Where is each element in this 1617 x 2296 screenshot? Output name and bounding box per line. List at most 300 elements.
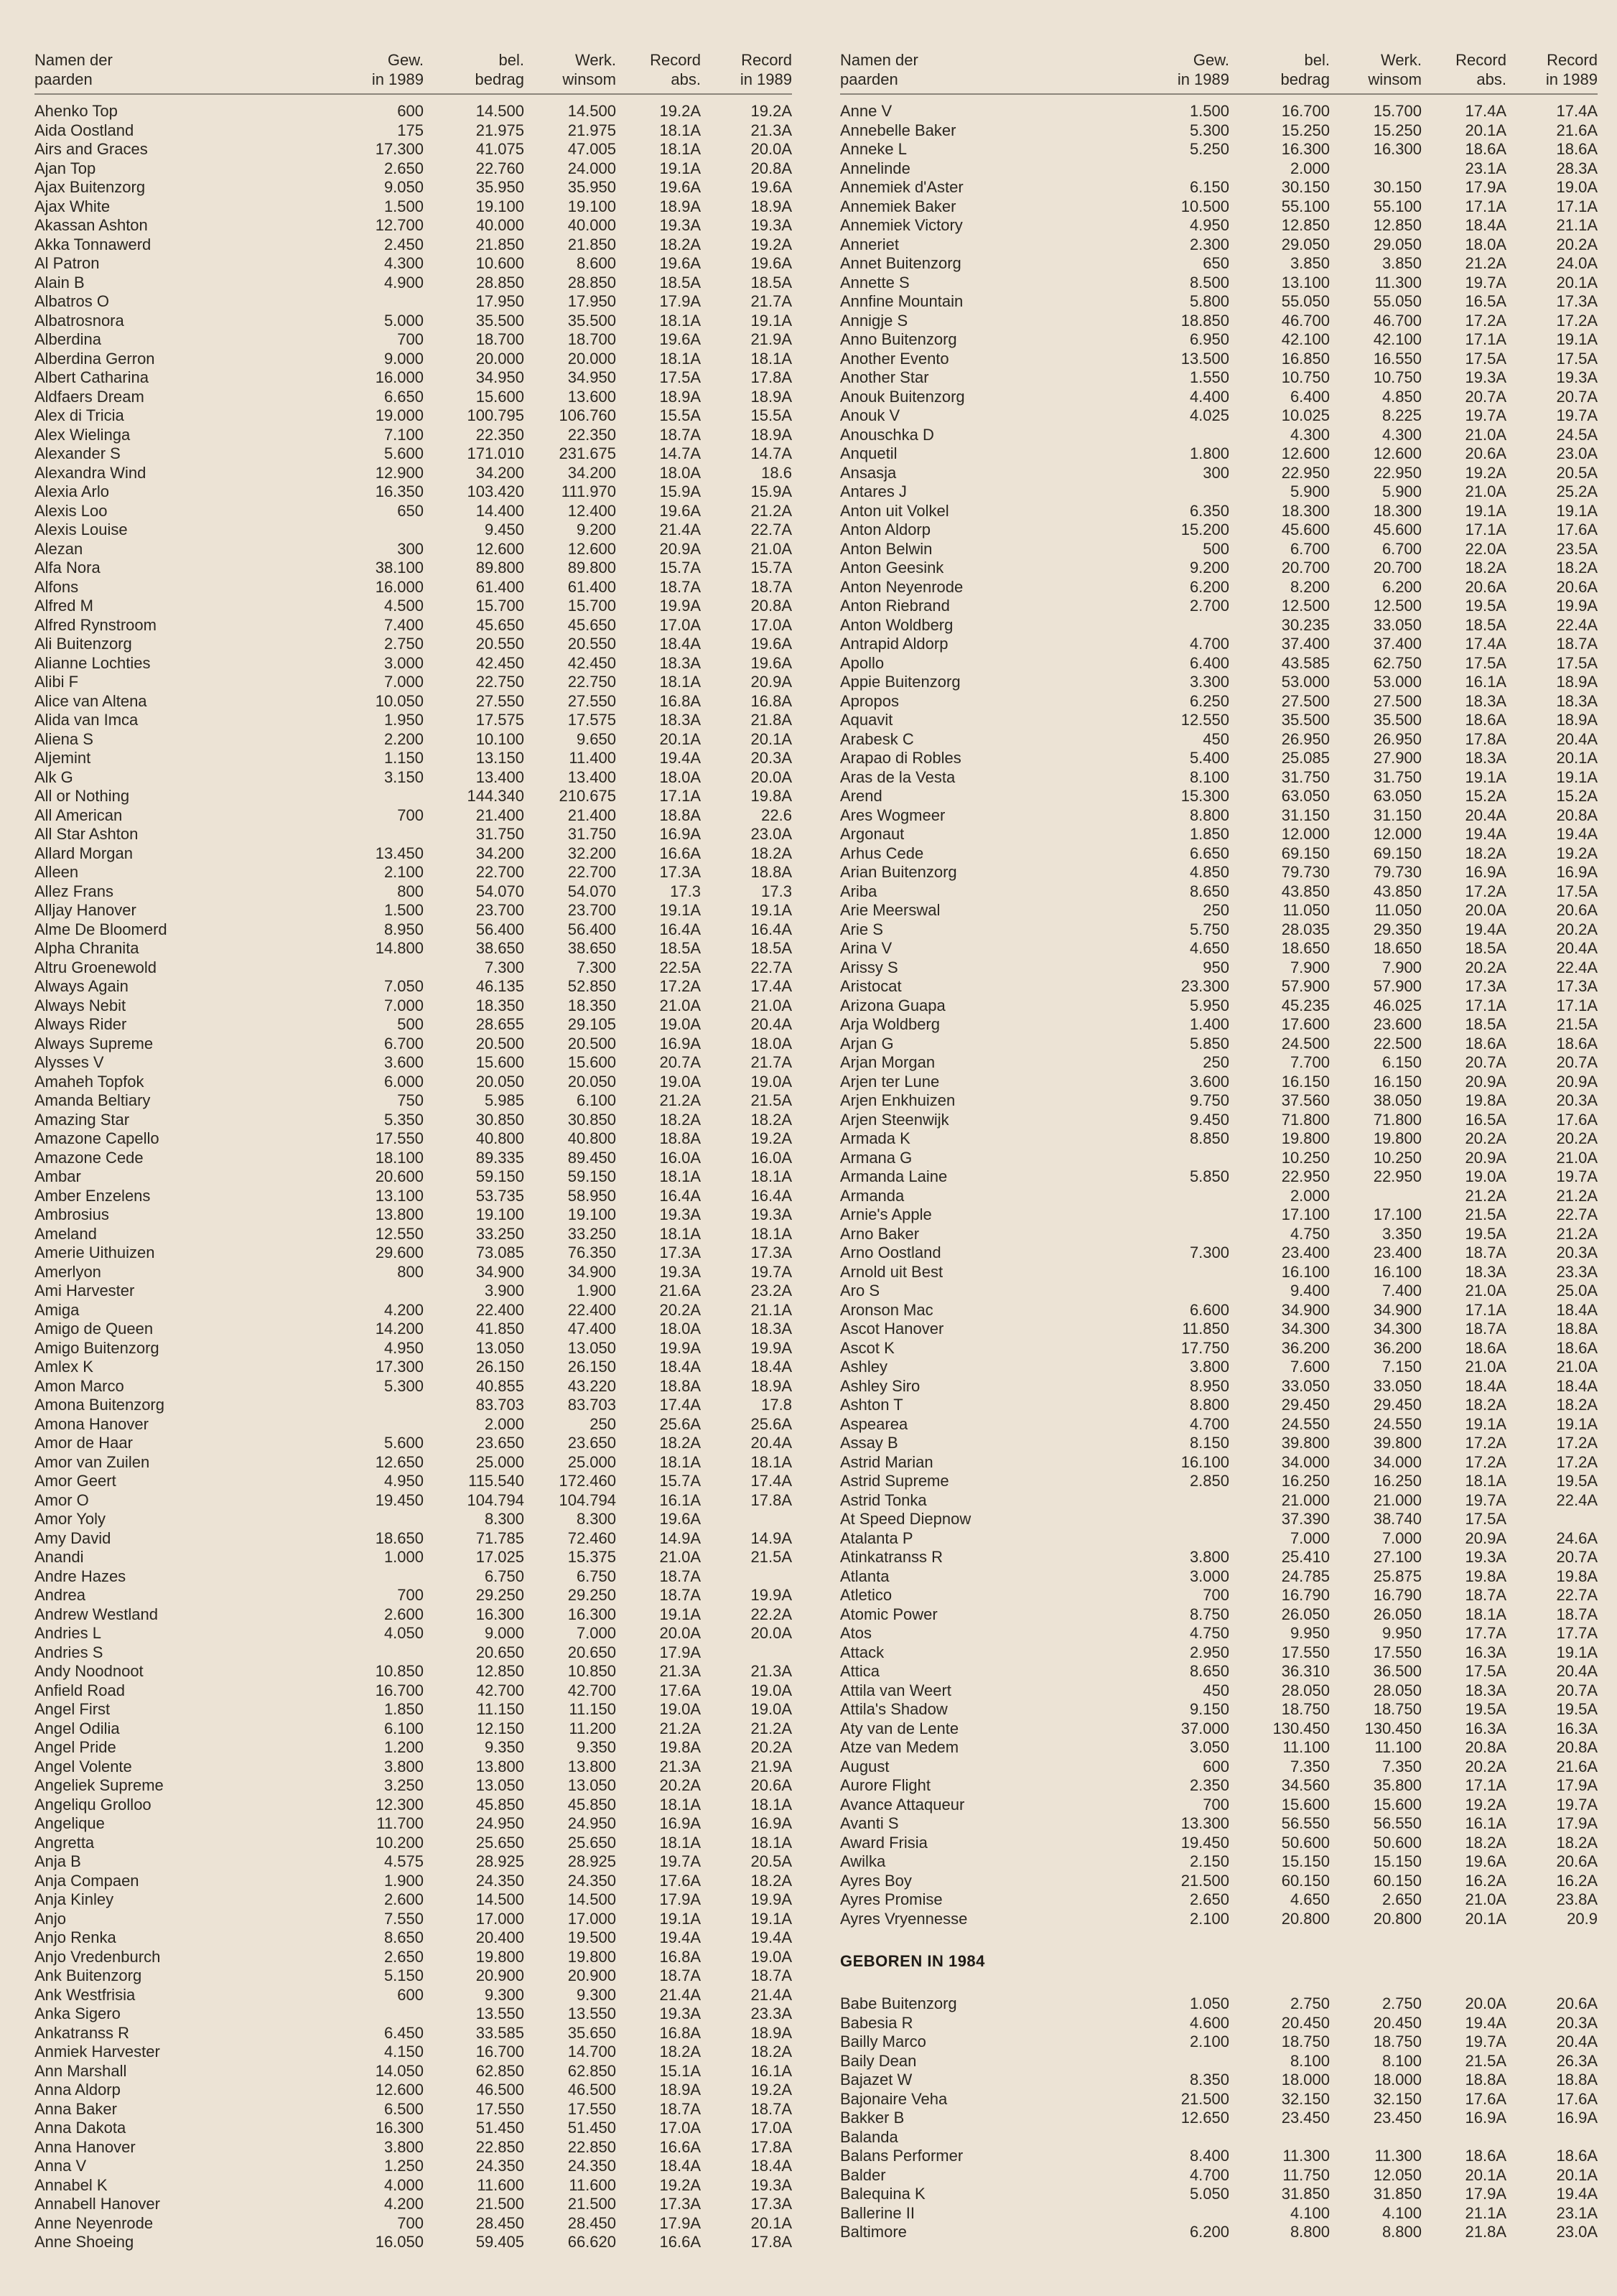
werk-value xyxy=(1330,159,1422,179)
table-row xyxy=(840,825,1598,844)
werk-value: 20.650 xyxy=(567,1643,616,1661)
table-row xyxy=(840,2223,1598,2242)
record-abs-value: 18.6A xyxy=(1465,2147,1506,2165)
werk-value: 69.150 xyxy=(1373,844,1422,862)
table-row xyxy=(34,1035,792,1054)
bel-value: 36.310 xyxy=(1281,1662,1330,1680)
bel-value: 14.500 xyxy=(475,1890,524,1908)
record-abs-value: 19.0A xyxy=(659,1700,701,1718)
gew-value: 1.500 xyxy=(383,901,424,919)
record-1989-value: 17.6A xyxy=(1556,521,1598,538)
horse-name: Annemiek Baker xyxy=(840,197,956,215)
werk-value: 12.050 xyxy=(1373,2165,1422,2184)
record-abs-value: 22.0A xyxy=(1465,539,1506,558)
bel-value: 22.750 xyxy=(475,673,524,691)
record-abs-value: 20.9A xyxy=(659,539,701,558)
header-record-1989-text: Record in 1989 xyxy=(740,51,792,88)
werk-value: 19.800 xyxy=(567,1947,616,1966)
gew-value: 8.400 xyxy=(1189,2147,1229,2165)
gew-value: 8.500 xyxy=(1189,273,1229,291)
werk-value: 17.950 xyxy=(567,292,616,310)
gew-value: 9.450 xyxy=(1189,1110,1229,1129)
werk-value: 46.025 xyxy=(1373,996,1422,1014)
record-abs-value: 18.7A xyxy=(659,577,701,596)
bel-value: 12.600 xyxy=(475,539,524,558)
table-row xyxy=(34,1225,792,1244)
horse-name: Alpha Chranita xyxy=(34,939,139,957)
horse-name: Ajax Buitenzorg xyxy=(34,178,146,196)
record-1989-value: 19.7A xyxy=(750,1262,792,1281)
record-1989-value: 22.7A xyxy=(1556,1205,1598,1223)
record-1989-value: 22.4A xyxy=(1556,1490,1598,1509)
record-1989-value: 19.4A xyxy=(1556,825,1598,843)
table-row xyxy=(34,444,792,464)
horse-name: Aro S xyxy=(840,1282,880,1299)
record-1989-value: 17.8A xyxy=(750,2233,792,2251)
record-abs-value: 17.6A xyxy=(659,1681,701,1699)
bel-value: 56.550 xyxy=(1281,1814,1330,1832)
table-row xyxy=(34,1928,792,1948)
bel-value: 15.250 xyxy=(1281,121,1330,139)
gew-value: 6.000 xyxy=(383,1072,424,1091)
header-werk-text: Werk. winsom xyxy=(1368,51,1422,88)
record-abs-value: 21.6A xyxy=(659,1282,701,1299)
bel-value: 39.800 xyxy=(1281,1434,1330,1452)
bel-value: 17.100 xyxy=(1281,1205,1330,1223)
bel-value: 30.850 xyxy=(475,1110,524,1129)
gew-value: 13.450 xyxy=(375,844,424,862)
record-abs-value: 17.6A xyxy=(659,1871,701,1890)
table-row xyxy=(34,2176,792,2195)
bel-value: 59.150 xyxy=(475,1167,524,1185)
werk-value: 106.760 xyxy=(559,406,616,424)
horse-name: Atinkatranss R xyxy=(840,1548,943,1566)
horse-name: Amor Geert xyxy=(34,1472,116,1490)
record-abs-value: 19.9A xyxy=(659,1338,701,1357)
record-1989-value: 22.7A xyxy=(1556,1586,1598,1604)
bel-value: 7.350 xyxy=(1290,1757,1330,1775)
table-row xyxy=(840,711,1598,730)
gew-value: 9.150 xyxy=(1189,1700,1229,1718)
gew-value: 1.800 xyxy=(1189,444,1229,462)
gew-value: 4.600 xyxy=(1189,2013,1229,2032)
werk-value: 31.750 xyxy=(567,825,616,843)
gew-value: 5.300 xyxy=(383,1376,424,1395)
werk-value: 13.550 xyxy=(567,2005,616,2022)
record-1989-value: 20.8A xyxy=(750,597,792,615)
bel-value: 4.300 xyxy=(1290,425,1330,444)
bel-value: 12.850 xyxy=(475,1662,524,1680)
werk-value: 27.100 xyxy=(1373,1548,1422,1566)
bel-value: 71.785 xyxy=(475,1529,524,1547)
horse-name: Amber Enzelens xyxy=(34,1186,151,1205)
horse-name: Annfine Mountain xyxy=(840,292,964,310)
record-1989-value: 26.3A xyxy=(1556,2051,1598,2070)
record-1989-value: 20.1A xyxy=(750,729,792,748)
table-row xyxy=(34,1263,792,1282)
horse-name: Arissy S xyxy=(840,958,898,976)
horse-name: Amigo Buitenzorg xyxy=(34,1338,159,1357)
werk-value: 10.850 xyxy=(567,1662,616,1680)
werk-value: 13.050 xyxy=(567,1776,616,1794)
record-abs-value: 21.3A xyxy=(659,1757,701,1775)
record-1989-value: 19.8A xyxy=(750,787,792,805)
horse-name: Ayres Vryennesse xyxy=(840,1909,968,1928)
bel-value: 20.050 xyxy=(475,1072,524,1091)
bel-value: 71.800 xyxy=(1281,1110,1330,1129)
horse-name: Arizona Guapa xyxy=(840,996,946,1014)
record-abs-value: 20.2A xyxy=(659,1300,701,1319)
horse-name: Amanda Beltiary xyxy=(34,1091,151,1109)
bel-value: 23.700 xyxy=(475,901,524,919)
record-1989-value: 19.8A xyxy=(1556,1567,1598,1585)
record-1989-value: 21.1A xyxy=(750,1300,792,1319)
gew-value: 6.700 xyxy=(383,1034,424,1053)
gew-value: 12.550 xyxy=(1180,711,1229,729)
werk-value: 17.575 xyxy=(567,711,616,729)
gew-value: 12.550 xyxy=(375,1224,424,1243)
werk-value: 16.550 xyxy=(1373,349,1422,368)
bel-value: 35.500 xyxy=(1281,711,1330,729)
gew-value: 500 xyxy=(1203,539,1229,558)
werk-value: 7.350 xyxy=(1381,1757,1422,1775)
werk-value: 17.550 xyxy=(567,2099,616,2118)
bel-value: 54.070 xyxy=(475,882,524,900)
record-abs-value: 20.2A xyxy=(1465,1129,1506,1147)
record-1989-value: 19.7A xyxy=(1556,1167,1598,1185)
header-record-abs-text: Record abs. xyxy=(1455,51,1506,88)
table-row xyxy=(34,1434,792,1453)
gew-value: 18.650 xyxy=(375,1529,424,1547)
record-abs-value: 18.2A xyxy=(659,2043,701,2061)
bel-value: 12.000 xyxy=(1281,825,1330,843)
horse-name: Atalanta P xyxy=(840,1529,913,1547)
bel-value: 12.850 xyxy=(1281,216,1330,234)
werk-value: 45.650 xyxy=(567,615,616,634)
table-row xyxy=(840,94,1598,121)
werk-value: 52.850 xyxy=(567,977,616,995)
horse-name: Anmiek Harvester xyxy=(34,2043,160,2061)
bel-value: 13.150 xyxy=(475,749,524,767)
gew-value xyxy=(322,1396,424,1415)
record-abs-value: 19.4A xyxy=(1465,825,1506,843)
table-row xyxy=(34,1339,792,1358)
horse-name: Armana G xyxy=(840,1148,913,1167)
table-row xyxy=(34,464,792,483)
werk-value: 9.300 xyxy=(576,1985,616,2004)
horse-name: Andries L xyxy=(34,1624,101,1642)
bel-value: 20.900 xyxy=(475,1966,524,1984)
record-abs-value: 19.1A xyxy=(1465,767,1506,786)
record-abs-value: 17.5A xyxy=(1465,1510,1506,1528)
table-row xyxy=(840,1091,1598,1111)
horse-name: Appie Buitenzorg xyxy=(840,673,961,691)
horse-name: Albatrosnora xyxy=(34,311,124,330)
werk-value: 45.600 xyxy=(1373,521,1422,538)
horse-name: Ali Buitenzorg xyxy=(34,635,132,653)
header-werk-text: Werk. winsom xyxy=(562,51,616,88)
horse-name: Andy Noodnoot xyxy=(34,1662,144,1680)
record-1989-value: 18.4A xyxy=(1556,1300,1598,1319)
table-row xyxy=(840,749,1598,768)
werk-value: 33.250 xyxy=(567,1224,616,1243)
horse-name: Anton Woldberg xyxy=(840,615,954,634)
werk-value: 62.850 xyxy=(567,2061,616,2080)
horse-name: Ajax White xyxy=(34,197,111,215)
table-row xyxy=(840,464,1598,483)
record-1989-value: 19.1A xyxy=(750,1909,792,1928)
werk-value: 23.400 xyxy=(1373,1243,1422,1261)
gew-value: 7.000 xyxy=(383,996,424,1014)
werk-value: 24.350 xyxy=(567,1871,616,1890)
bel-value: 17.000 xyxy=(475,1909,524,1928)
werk-value: 22.400 xyxy=(567,1300,616,1319)
werk-value: 9.650 xyxy=(576,729,616,748)
record-abs-value: 17.3A xyxy=(659,2195,701,2213)
record-1989-value: 21.9A xyxy=(750,1757,792,1775)
record-1989-value: 20.3A xyxy=(750,749,792,767)
record-abs-value: 18.1A xyxy=(659,1224,701,1243)
table-row xyxy=(840,1129,1598,1149)
horse-name: Annigje S xyxy=(840,311,908,330)
gew-value xyxy=(322,1643,424,1663)
werk-value: 35.500 xyxy=(567,311,616,330)
bel-value: 60.150 xyxy=(1281,1871,1330,1890)
horse-name: Ajan Top xyxy=(34,159,96,177)
table-row xyxy=(34,1852,792,1872)
horse-name: Anton Geesink xyxy=(840,559,944,577)
record-abs-value: 18.4A xyxy=(659,2157,701,2175)
record-abs-value: 18.1A xyxy=(659,1833,701,1852)
werk-value: 20.800 xyxy=(1373,1909,1422,1928)
record-abs-value: 19.8A xyxy=(659,1738,701,1756)
gew-value: 700 xyxy=(397,806,424,824)
bel-value: 19.800 xyxy=(1281,1129,1330,1147)
record-1989-value: 17.8A xyxy=(750,1490,792,1509)
gew-value: 5.950 xyxy=(1189,996,1229,1014)
table-row xyxy=(840,768,1598,788)
bel-value: 89.800 xyxy=(475,559,524,577)
record-1989-value: 19.6A xyxy=(750,653,792,672)
record-1989-value: 21.0A xyxy=(1556,1148,1598,1167)
record-abs-value: 19.1A xyxy=(659,159,701,177)
horse-name: Anquetil xyxy=(840,444,898,462)
record-abs-value: 18.6A xyxy=(1465,1034,1506,1053)
table-row xyxy=(34,1243,792,1263)
gew-value xyxy=(1127,2052,1229,2071)
record-abs-value: 18.6A xyxy=(1465,1338,1506,1357)
table-row xyxy=(34,2138,792,2157)
table-row xyxy=(34,274,792,293)
horse-name: Arie Meerswal xyxy=(840,901,941,919)
werk-value: 8.225 xyxy=(1381,406,1422,424)
horse-name: Aristocat xyxy=(840,977,902,995)
record-abs-value: 21.5A xyxy=(1465,2051,1506,2070)
werk-value: 26.050 xyxy=(1373,1605,1422,1623)
horse-name: Anja B xyxy=(34,1852,81,1870)
record-1989-value: 21.2A xyxy=(1556,1224,1598,1243)
horse-name: Angeliqu Grolloo xyxy=(34,1795,152,1814)
gew-value xyxy=(322,825,424,844)
werk-value: 34.950 xyxy=(567,368,616,386)
table-row xyxy=(840,1700,1598,1719)
werk-value: 7.000 xyxy=(576,1624,616,1642)
werk-value: 24.950 xyxy=(567,1814,616,1832)
gew-value: 2.850 xyxy=(1189,1472,1229,1490)
record-1989-value: 20.0A xyxy=(750,140,792,158)
gew-value: 2.450 xyxy=(383,235,424,253)
table-row xyxy=(34,1205,792,1225)
record-abs-value: 19.4A xyxy=(659,749,701,767)
table-row xyxy=(840,1225,1598,1244)
werk-value: 4.100 xyxy=(1381,2203,1422,2222)
table-row xyxy=(840,159,1598,179)
record-1989-value: 23.3A xyxy=(750,2005,792,2022)
header-bel-text: bel. bedrag xyxy=(475,51,524,88)
record-abs-value: 18.7A xyxy=(1465,1320,1506,1338)
record-abs-value: 21.2A xyxy=(659,1091,701,1109)
werk-value: 22.350 xyxy=(567,425,616,444)
record-1989-value: 18.6A xyxy=(1556,140,1598,158)
werk-value: 53.000 xyxy=(1373,673,1422,691)
bel-value: 33.050 xyxy=(1281,1376,1330,1395)
bel-value: 8.100 xyxy=(1290,2051,1330,2070)
horse-name: Ann Marshall xyxy=(34,2061,127,2080)
bel-value: 46.500 xyxy=(475,2081,524,2099)
record-1989-value xyxy=(1506,1510,1598,1529)
werk-value: 33.050 xyxy=(1373,615,1422,634)
horse-name: Amor van Zuilen xyxy=(34,1452,150,1471)
bel-value: 31.750 xyxy=(475,825,524,843)
record-1989-value: 21.0A xyxy=(750,996,792,1014)
table-row xyxy=(34,502,792,521)
werk-value: 22.700 xyxy=(567,863,616,881)
horse-name: Amona Buitenzorg xyxy=(34,1396,164,1414)
bel-value: 27.500 xyxy=(1281,691,1330,710)
gew-value: 1.500 xyxy=(1189,102,1229,120)
table-row xyxy=(840,388,1598,407)
record-1989-value: 20.4A xyxy=(1556,939,1598,957)
table-row xyxy=(840,1339,1598,1358)
werk-value: 210.675 xyxy=(559,787,616,805)
werk-value: 45.850 xyxy=(567,1795,616,1814)
record-1989-value: 23.8A xyxy=(1556,1890,1598,1908)
werk-value: 22.950 xyxy=(1373,1167,1422,1185)
horse-name: Anna Baker xyxy=(34,2099,117,2118)
record-abs-value: 18.2A xyxy=(659,1110,701,1129)
werk-value: 47.400 xyxy=(567,1320,616,1338)
table-row xyxy=(34,2195,792,2214)
table-row xyxy=(840,426,1598,445)
horse-name: Always Supreme xyxy=(34,1034,154,1053)
record-abs-value: 17.9A xyxy=(659,1643,701,1661)
bel-value: 20.800 xyxy=(1281,1909,1330,1928)
record-abs-value: 15.7A xyxy=(659,1472,701,1490)
record-1989-value: 19.3A xyxy=(750,1205,792,1223)
record-1989-value: 20.1A xyxy=(1556,273,1598,291)
bel-value: 25.650 xyxy=(475,1833,524,1852)
horse-name: Arabesk C xyxy=(840,729,914,748)
werk-value: 35.650 xyxy=(567,2023,616,2042)
table-row xyxy=(34,1796,792,1815)
werk-value: 71.800 xyxy=(1373,1110,1422,1129)
record-abs-value: 22.5A xyxy=(659,958,701,976)
bel-value: 20.400 xyxy=(475,1928,524,1946)
record-1989-value xyxy=(701,1567,792,1587)
record-1989-value: 18.9A xyxy=(750,425,792,444)
table-row xyxy=(34,540,792,559)
record-abs-value: 20.8A xyxy=(1465,1738,1506,1756)
werk-value: 38.650 xyxy=(567,939,616,957)
gew-value: 16.300 xyxy=(375,2119,424,2137)
gew-value: 18.850 xyxy=(1180,311,1229,330)
bel-value: 43.585 xyxy=(1281,653,1330,672)
bel-value: 28.450 xyxy=(475,2213,524,2232)
record-abs-value: 19.8A xyxy=(1465,1091,1506,1109)
table-row xyxy=(840,559,1598,578)
bel-value: 19.800 xyxy=(475,1947,524,1966)
bel-value: 14.500 xyxy=(475,102,524,120)
werk-value: 104.794 xyxy=(559,1490,616,1509)
bel-value: 25.000 xyxy=(475,1452,524,1471)
gew-value: 2.750 xyxy=(383,635,424,653)
record-1989-value: 21.4A xyxy=(750,1985,792,2004)
record-abs-value: 19.1A xyxy=(1465,501,1506,520)
header-gew-text: Gew. in 1989 xyxy=(371,51,424,88)
record-1989-value: 18.7A xyxy=(750,2099,792,2118)
record-1989-value: 18.5A xyxy=(750,939,792,957)
table-row xyxy=(34,559,792,578)
werk-value xyxy=(1330,2128,1422,2147)
horse-name: Ahenko Top xyxy=(34,102,118,120)
table-row xyxy=(34,1605,792,1625)
table-row xyxy=(34,1377,792,1396)
table-row xyxy=(34,1910,792,1929)
gew-value: 23.300 xyxy=(1180,977,1229,995)
werk-value: 29.250 xyxy=(567,1586,616,1604)
table-row xyxy=(840,958,1598,978)
werk-value: 47.005 xyxy=(567,140,616,158)
record-1989-value: 20.3A xyxy=(1556,2013,1598,2032)
bel-value: 55.050 xyxy=(1281,292,1330,310)
table-row xyxy=(34,235,792,255)
gew-value: 12.700 xyxy=(375,216,424,234)
gew-value: 1.400 xyxy=(1189,1015,1229,1033)
table-row xyxy=(840,1738,1598,1758)
record-abs-value: 20.1A xyxy=(659,729,701,748)
record-abs-value: 18.0A xyxy=(659,463,701,482)
table-row xyxy=(840,1605,1598,1625)
gew-value: 6.450 xyxy=(383,2023,424,2042)
horse-name: Apollo xyxy=(840,653,885,672)
table-row xyxy=(34,330,792,350)
werk-value: 10.750 xyxy=(1373,368,1422,386)
record-abs-value: 19.5A xyxy=(1465,597,1506,615)
werk-value: 17.000 xyxy=(567,1909,616,1928)
werk-value: 40.000 xyxy=(567,216,616,234)
record-1989-value: 21.0A xyxy=(750,539,792,558)
bel-value: 9.400 xyxy=(1290,1282,1330,1299)
horse-name: Alberdina xyxy=(34,330,101,348)
gew-value: 6.250 xyxy=(1189,691,1229,710)
gew-value: 4.500 xyxy=(383,597,424,615)
bel-value: 7.300 xyxy=(484,958,524,976)
gew-value: 12.900 xyxy=(375,463,424,482)
horse-name: Angel Odilia xyxy=(34,1719,120,1737)
horse-name: Alexis Louise xyxy=(34,521,128,538)
horse-name: Astrid Marian xyxy=(840,1452,933,1471)
record-abs-value: 20.7A xyxy=(1465,1053,1506,1071)
